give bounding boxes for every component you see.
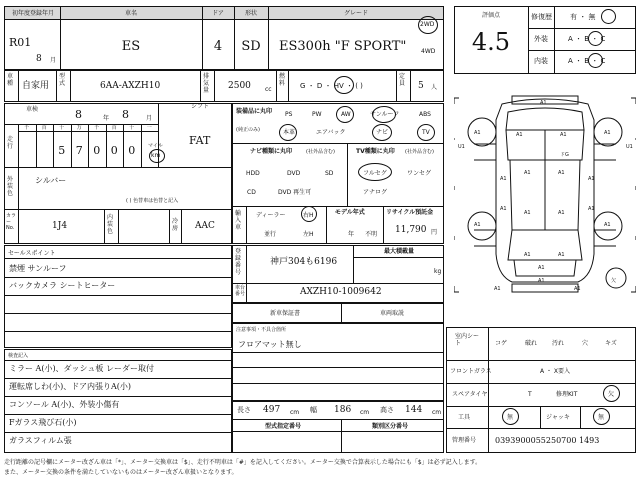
first-reg-month-unit: 月 <box>50 57 57 64</box>
shift-value: FAT <box>189 134 211 147</box>
car-diagram-frame <box>454 90 636 322</box>
seat-option: キズ <box>605 340 617 347</box>
first-reg-value: R01 <box>9 36 32 49</box>
equip-aw-circle <box>336 106 354 123</box>
equip-tv-circle <box>417 124 435 141</box>
height-unit: cm <box>432 409 442 416</box>
damage-mark: A1 <box>494 286 501 292</box>
recycle-unit: 円 <box>431 229 438 236</box>
interior-grade-options: A ・ B ・ C <box>568 57 606 65</box>
first-reg-month: 8 <box>36 54 42 64</box>
shape-value: SD <box>241 39 261 54</box>
damage-mark: A1 <box>588 176 595 182</box>
class-number-label: 類別区分番号 <box>372 423 409 430</box>
mileage-digit-header: 十 <box>59 125 65 131</box>
capacity-unit: 人 <box>431 84 438 91</box>
damage-mark: A1 <box>558 170 565 176</box>
navi-sd: SD <box>325 170 334 177</box>
displacement-unit: cc <box>265 86 272 93</box>
model-year-label: モデル年式 <box>335 209 365 216</box>
damage-mark: U1 <box>626 144 633 150</box>
capacity-label: 定員 <box>399 73 406 87</box>
grade-label: グレード <box>343 10 368 17</box>
first-reg-label: 初年度登録年月 <box>11 10 54 17</box>
mileage-digit: 0 <box>128 144 136 157</box>
warranty-frame <box>232 303 444 323</box>
length-value: 497 <box>263 405 281 415</box>
damage-mark: A1 <box>538 265 545 271</box>
repair-options: 有 ・ 無 <box>570 13 596 21</box>
equipment-label: 装備品に丸印 <box>236 108 273 115</box>
tools-none-circle <box>502 408 519 425</box>
mgmt-value: 0393900055250700 1493 <box>495 436 600 445</box>
plate-value: 神戸304も6196 <box>270 257 338 267</box>
jack-none-circle <box>593 408 610 425</box>
front-glass-options: A ・ X要入 <box>540 368 571 375</box>
import-parallel: 並行 <box>264 231 277 238</box>
caution-frame <box>232 323 444 401</box>
plate-label: 登録番号 <box>235 248 242 276</box>
equip-abs: ABS <box>419 111 431 118</box>
damage-mark: A1 <box>516 132 523 138</box>
exterior-paint-note: ( ) 色替車は色替と記入 <box>126 198 179 204</box>
import-left-hand: 左H <box>303 231 314 238</box>
inspection-month: 8 <box>122 108 129 121</box>
type-designation-label: 型式指定番号 <box>265 423 302 430</box>
damage-mark: A1 <box>524 252 531 258</box>
spare-missing-circle <box>603 385 620 402</box>
vehicle-type-value: 自家用 <box>22 81 50 91</box>
spare-option-kit: 修理KIT <box>556 391 578 398</box>
equip-ps: PS <box>285 111 293 118</box>
drive-2wd: 2WD <box>420 21 435 28</box>
footer-note-2: また、メーター交換の条件を満たしていないものはメーター改ざん車扱いとなります。 <box>4 469 238 476</box>
jack-value: 無 <box>598 414 605 421</box>
inspector-line: ガラスフィルム張 <box>9 436 72 445</box>
sales-line: 禁煙 サンルーフ <box>9 264 67 273</box>
equip-aw: AW <box>341 111 351 118</box>
exterior-grade-options: A ・ B ・ C <box>568 35 606 43</box>
doors-value: 4 <box>213 39 223 54</box>
inspection-label: 車検 <box>26 106 39 113</box>
model-year-unknown: 不明 <box>365 231 378 238</box>
caution-label: 注意事項・不具合箇所 <box>236 327 287 333</box>
width-label: 幅 <box>310 406 317 414</box>
mileage-digit: 7 <box>75 144 83 157</box>
displacement-label: 排気量 <box>203 73 210 94</box>
import-right-hand: 右H <box>303 212 314 219</box>
fuel-hv-circle <box>334 76 354 94</box>
fuel-label: 燃料 <box>279 73 286 87</box>
height-label: 高さ <box>380 406 394 414</box>
tv-fullseg-circle <box>358 163 392 181</box>
score-label: 評価点 <box>481 12 500 19</box>
exterior-color-label: 外装色 <box>7 176 14 197</box>
mileage-digit-header: 千 <box>94 125 100 131</box>
seat-label: 室内シート <box>455 333 480 347</box>
width-value: 186 <box>334 405 352 415</box>
drive-4wd: 4WD <box>421 48 436 55</box>
tv-oneseg: ワンセグ <box>407 170 432 177</box>
damage-mark: A1 <box>500 176 507 182</box>
inspection-year: 8 <box>75 108 82 121</box>
color-no-label: カラーNo. <box>6 213 17 231</box>
front-glass-label: フロントガラス <box>450 368 492 375</box>
inspector-line: コンソール A(小)、外装小傷有 <box>9 400 120 409</box>
height-value: 144 <box>405 405 423 415</box>
navi-label: ナビ種類に丸印 <box>250 148 293 155</box>
mileage-digit: 5 <box>58 144 66 157</box>
exterior-grade-b-circle <box>588 31 603 46</box>
damage-mark: A1 <box>558 252 565 258</box>
shape-label: 形状 <box>244 10 257 17</box>
damage-mark: A1 <box>474 130 481 136</box>
equip-navi-circle <box>372 124 392 141</box>
equip-tv: TV <box>422 129 430 136</box>
max-load-unit: kg <box>434 268 442 275</box>
seat-option: 汚れ <box>552 340 565 347</box>
model-name-value: ES <box>121 39 141 54</box>
navi-dvd: DVD <box>287 170 301 177</box>
tv-fullseg: フルセグ <box>363 170 387 177</box>
navi-hdd: HDD <box>246 170 260 177</box>
equip-navi: ナビ <box>376 129 389 136</box>
tv-analog: アナログ <box>363 189 388 196</box>
damage-mark: U1 <box>458 144 465 150</box>
repair-none-circle <box>601 9 616 24</box>
shift-label: シフト <box>191 103 210 110</box>
seat-option: コゲ <box>495 340 508 347</box>
tv-label: TV種類に丸印 <box>356 148 395 155</box>
navi-dvd-play: DVD 再生可 <box>278 189 312 196</box>
damage-mark: A1 <box>538 278 545 284</box>
equip-airbag: エアバック <box>316 129 346 136</box>
damage-mark: A1 <box>540 100 547 106</box>
damage-mark: A1 <box>558 210 565 216</box>
spare-option-t: T <box>528 391 532 398</box>
inspection-month-unit: 月 <box>146 115 153 122</box>
mileage-digit-header: 百 <box>41 125 47 131</box>
exterior-grade-label: 外装 <box>534 35 548 43</box>
spare-tire-label: スペアタイヤ <box>452 391 488 398</box>
mileage-digit-header: 千 <box>24 125 30 131</box>
damage-mark: 欠 <box>611 278 617 284</box>
mileage-digit: 0 <box>110 144 118 157</box>
doors-label: ドア <box>212 10 224 17</box>
width-unit: cm <box>360 409 370 416</box>
mileage-unit-km: km <box>151 152 161 159</box>
inspector-label: 検査記入 <box>8 353 29 359</box>
aircon-value: AAC <box>195 221 215 231</box>
sales-label: セールスポイント <box>8 250 56 257</box>
mileage-digit-header: 百 <box>111 125 117 131</box>
length-unit: cm <box>290 409 300 416</box>
inspector-line: 運転席しわ(小)、ドア内張りA(小) <box>9 382 132 391</box>
mileage-digit: 0 <box>93 144 101 157</box>
mileage-digit-header: 一 <box>146 125 152 131</box>
damage-mark: A1 <box>588 206 595 212</box>
chassis-value: AXZH10-1009642 <box>300 287 382 297</box>
import-label: 輸入車 <box>235 210 242 231</box>
equipment-note: (純正のみ) <box>236 127 260 133</box>
max-load-label: 最大積載量 <box>384 248 415 255</box>
import-dealer: ディーラー <box>256 212 286 219</box>
model-code-value: 6AA-AXZH10 <box>100 81 161 91</box>
damage-mark: A1 <box>574 286 581 292</box>
damage-mark: ドG <box>560 152 569 158</box>
tv-note: (社外品含む) <box>405 149 434 155</box>
damage-mark: A1 <box>524 210 531 216</box>
interior-grade-b-circle <box>588 53 603 68</box>
interior-color-label: 内装色 <box>107 214 114 235</box>
sales-frame <box>4 245 232 348</box>
jack-label: ジャッキ <box>546 414 570 421</box>
exterior-color-value: シルバー <box>35 176 67 185</box>
navi-cd: CD <box>247 189 256 196</box>
damage-mark: A1 <box>604 222 611 228</box>
grade-value: ES300h "F SPORT" <box>279 39 407 54</box>
model-year-unit: 年 <box>348 231 355 238</box>
displacement-value: 2500 <box>228 81 251 91</box>
warranty-manual: 車両取説 <box>380 310 405 317</box>
model-code-label: 型式 <box>59 73 66 87</box>
score-value: 4.5 <box>471 28 511 56</box>
seat-option: 穴 <box>582 340 589 347</box>
equip-sunroof-circle <box>372 106 396 123</box>
caution-line: フロアマット無し <box>238 340 302 349</box>
equip-leather-circle <box>279 124 297 141</box>
aircon-label: 冷房 <box>172 218 179 232</box>
import-right-hand-circle <box>301 206 317 222</box>
recycle-value: 11,790 <box>395 225 427 235</box>
fuel-options: G ・ D ・ HV ・ ( ) <box>300 82 363 90</box>
repair-label: 修復歴 <box>531 13 552 21</box>
vehicle-type-label: 車種 <box>7 73 14 87</box>
equip-leather: 本革 <box>283 129 296 136</box>
spare-option-missing: 欠 <box>608 391 615 398</box>
mgmt-label: 管理番号 <box>452 437 477 444</box>
inspector-line: ミラー A(小)、ダッシュ板 レーダー取付 <box>9 364 154 373</box>
model-name-label: 車名 <box>124 10 137 17</box>
footer-note-1: 走行距離の記号欄にメーター改ざん車は「*」、メーター交換車は「$」、走行不明車は「#」を記入してください。メーター交換で合算表示した場合にも「$」は必ず記入します。 <box>4 459 482 466</box>
mileage-unit-mile: マイル <box>148 143 163 149</box>
navi-note: (社外品含む) <box>306 149 335 155</box>
tools-label: 工具 <box>458 414 471 421</box>
sales-line: バックカメラ シートヒーター <box>9 281 116 290</box>
equip-sunroof: サンルーフ <box>370 111 400 118</box>
damage-mark: A1 <box>604 130 611 136</box>
interior-grade-label: 内装 <box>534 57 548 65</box>
damage-mark: A1 <box>560 132 567 138</box>
equip-pw: PW <box>312 111 322 118</box>
damage-mark: A1 <box>524 170 531 176</box>
mileage-digit-header: 万 <box>76 125 82 131</box>
damage-mark: A1 <box>500 206 507 212</box>
recycle-label: リサイクル預託金 <box>386 209 434 216</box>
inspection-year-unit: 年 <box>103 115 110 122</box>
chassis-label: 車台番号 <box>235 285 246 297</box>
inspector-line: Fガラス飛び石(小) <box>9 418 77 427</box>
tools-value: 無 <box>507 414 514 421</box>
mileage-label: 走行 <box>7 136 14 150</box>
car-diagram-svg <box>454 90 636 322</box>
damage-mark: A1 <box>474 222 481 228</box>
capacity-value: 5 <box>418 81 424 91</box>
seat-option: 破れ <box>525 340 538 347</box>
length-label: 長さ <box>237 406 251 414</box>
color-no-value: 1J4 <box>52 221 68 231</box>
mileage-digit-header: 十 <box>129 125 135 131</box>
warranty-new-car: 新車保証書 <box>270 310 301 317</box>
